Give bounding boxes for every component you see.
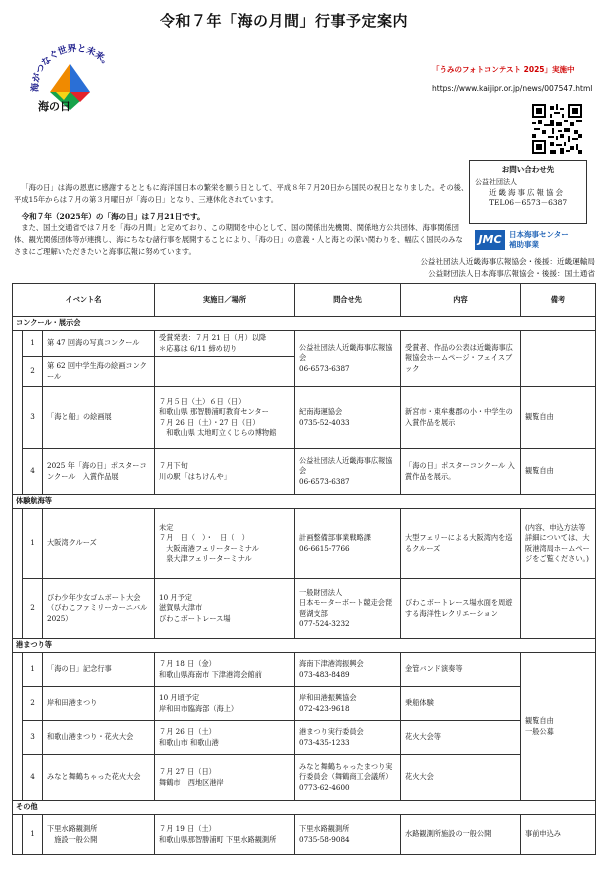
event-note: 観覧自由 <box>521 387 596 449</box>
jmc-logo-icon: JMC <box>475 230 505 250</box>
event-date: ７月 27 日（日） 舞鶴市 西地区港岸 <box>155 755 295 801</box>
info-url[interactable]: https://www.kaijipr.or.jp/news/007547.html <box>432 84 593 93</box>
category-row <box>13 801 596 815</box>
header-note: 備考 <box>521 284 596 317</box>
event-content: 花火大会 <box>401 755 521 801</box>
event-contact: 一般財団法人 日本モーターボート競走会琵琶湖支部 077-524-3232 <box>295 579 401 639</box>
contact-box <box>469 160 587 224</box>
header-contact: 問合せ先 <box>295 284 401 317</box>
event-name: 岸和田港まつり <box>43 687 155 721</box>
table-row <box>13 815 596 855</box>
row-number: 3 <box>23 721 43 755</box>
page-title: 令和７年「海の月間」行事予定案内 <box>160 12 409 30</box>
header-event: イベント名 <box>13 284 155 317</box>
category-festival: 港まつり等 <box>13 639 596 653</box>
event-date: 10 月頃予定 岸和田市臨海部（海上） <box>155 687 295 721</box>
event-name: びわ少年少女ゴムボート大会（びわこファミリーカーニバル 2025） <box>43 579 155 639</box>
row-number: 4 <box>23 449 43 495</box>
table-header-row <box>13 284 596 317</box>
event-contact: 港まつり実行委員会 073-435-1233 <box>295 721 401 755</box>
category-contest: コンクール・展示会 <box>13 317 596 331</box>
jmc-label <box>509 230 569 250</box>
event-contact: 紀南海運協会 0735-52-4033 <box>295 387 401 449</box>
sponsor-line-1: 公益社団法人近畿海事広報協会・後援：近畿運輸局 <box>420 257 595 266</box>
row-number: 2 <box>23 579 43 639</box>
jmc-name: 日本海事センター <box>509 230 569 239</box>
event-date: 10 月予定 滋賀県大津市 びわこボートレース場 <box>155 579 295 639</box>
event-note: 観覧自由 <box>521 449 596 495</box>
event-note: 観覧自由 一般公募 <box>521 653 596 801</box>
table-row <box>13 579 596 639</box>
event-date: 受賞発表：７月 21 日（月）以降 ＊応募は 6/11 締め切り <box>155 331 295 357</box>
category-other: その他 <box>13 801 596 815</box>
event-date: ７月下旬 川の駅「はちけんや」 <box>155 449 295 495</box>
event-contact: みなと舞鶴ちゃったまつり実行委員会（舞鶴商工会議所） 0773-62-4600 <box>295 755 401 801</box>
table-row <box>13 755 596 801</box>
event-contact: 岸和田港振興協会 072-423-9618 <box>295 687 401 721</box>
table-row <box>13 387 596 449</box>
table-row <box>13 653 596 687</box>
event-content: 花火大会等 <box>401 721 521 755</box>
row-number: 2 <box>23 357 43 387</box>
row-number: 1 <box>23 815 43 855</box>
table-row <box>13 687 596 721</box>
event-contact: 公益社団法人近畿海事広報協会 06-6573-6387 <box>295 449 401 495</box>
event-name: 下里水路観測所 施設一般公開 <box>43 815 155 855</box>
event-date: ７月 26 日（土） 和歌山市 和歌山港 <box>155 721 295 755</box>
event-schedule-table <box>12 283 596 855</box>
event-contact: 計画整備部事業戦略課 06-6615-7766 <box>295 509 401 579</box>
event-name: 第 47 回海の写真コンクール <box>43 331 155 357</box>
table-row <box>13 721 596 755</box>
event-content: 新宮市・東牟婁郡の小・中学生の入賞作品を展示 <box>401 387 521 449</box>
contact-tel: TEL06－6573－6387 <box>489 197 568 207</box>
event-content: 乗船体験 <box>401 687 521 721</box>
row-number: 1 <box>23 653 43 687</box>
category-row <box>13 317 596 331</box>
event-note: 事前申込み <box>521 815 596 855</box>
event-note: (内容、申込方法等詳細については、大阪港湾局ホームページをご覧ください。) <box>521 509 596 579</box>
event-name: みなと舞鶴ちゃった花火大会 <box>43 755 155 801</box>
event-content: 受賞者、作品の公表は近畿海事広報協会ホームページ・フェイスブック <box>401 331 521 387</box>
contact-heading: お問い合わせ先 <box>501 165 555 174</box>
event-contact: 下里水路観測所 0735-58-9084 <box>295 815 401 855</box>
jmc-subsidy: 補助事業 <box>509 240 539 249</box>
table-row <box>13 509 596 579</box>
intro-paragraph-2: また、国土交通省では７月を「海の月間」と定めており、この期間を中心として、国の関係出先機関、関係地方公共団体、海事関係団体、観光関係団体等が連携し、海にちなむ諸行事を展開することにより、「海の日」の意義・人と海との深い関わりを、幅広く国民のみなさまにご理解いただきたいと海事広報に努めています。 <box>14 223 463 257</box>
photo-contest-notice[interactable]: 「うみのフォトコンテスト 2025」実施中 <box>432 65 575 74</box>
category-row <box>13 639 596 653</box>
event-content: 金管バンド演奏等 <box>401 653 521 687</box>
qr-code <box>532 104 582 154</box>
logo-slogan: 海がつなぐ世界と未来。 <box>30 43 113 93</box>
row-number: 1 <box>23 509 43 579</box>
event-date: ７月 18 日（金） 和歌山県海南市 下津港湾会館前 <box>155 653 295 687</box>
event-date: 未定 ７月 日（ ）・ 日（ ） 大阪南港フェリーターミナル 泉大津フェリーターミナル <box>155 509 295 579</box>
event-content: 「海の日」ポスターコンクール 入賞作品を展示。 <box>401 449 521 495</box>
event-name: 第 62 回中学生海の絵画コンクール <box>43 357 155 387</box>
event-content: びわこボートレース場水面を周遊する海洋性レクリエーション <box>401 579 521 639</box>
intro-highlight: 令和７年（2025年）の「海の日」は７月21日です。 <box>21 212 205 221</box>
event-name: 2025 年「海の日」ポスターコンクール 入賞作品展 <box>43 449 155 495</box>
logo-caption: 海の日 <box>38 100 71 113</box>
event-name: 「海と船」の絵画展 <box>43 387 155 449</box>
event-content: 水路観測所施設の一般公開 <box>401 815 521 855</box>
event-contact: 公益社団法人近畿海事広報協会 06-6573-6387 <box>295 331 401 387</box>
event-date: ７月５日（土）６日（日） 和歌山県 那智勝浦町教育センター ７月 26 日（土）・27 日（日） 和歌山県 太地町立くじらの博物館 <box>155 387 295 449</box>
contact-org-type: 公益社団法人 <box>475 178 517 187</box>
row-number: 2 <box>23 687 43 721</box>
header-date: 実施日／場所 <box>155 284 295 317</box>
row-number: 3 <box>23 387 43 449</box>
event-name: 「海の日」記念行事 <box>43 653 155 687</box>
table-row <box>13 449 596 495</box>
event-name: 大阪湾クルーズ <box>43 509 155 579</box>
category-row <box>13 495 596 509</box>
category-sailing: 体験航海等 <box>13 495 596 509</box>
event-content: 大型フェリーによる大阪湾内を巡るクルーズ <box>401 509 521 579</box>
contact-org-name: 近畿海事広報協会 <box>489 187 565 197</box>
event-date: ７月 19 日（土） 和歌山県那智勝浦町 下里水路観測所 <box>155 815 295 855</box>
event-contact: 海南下津港湾振興会 073-483-8489 <box>295 653 401 687</box>
row-number: 4 <box>23 755 43 801</box>
row-number: 1 <box>23 331 43 357</box>
sponsor-line-2: 公益財団法人日本海事広報協会・後援：国土通省 <box>427 269 595 278</box>
table-row <box>13 331 596 357</box>
intro-paragraph-1: 「海の日」は海の恩恵に感謝するとともに海洋国日本の繁栄を願う日として、平成８年７月20日から国民の祝日となりました。その後、平成15年からは７月の第３月曜日が「海の日」となり、三連休化されています。 <box>14 183 469 205</box>
event-name: 和歌山港まつり・花火大会 <box>43 721 155 755</box>
header-content: 内容 <box>401 284 521 317</box>
